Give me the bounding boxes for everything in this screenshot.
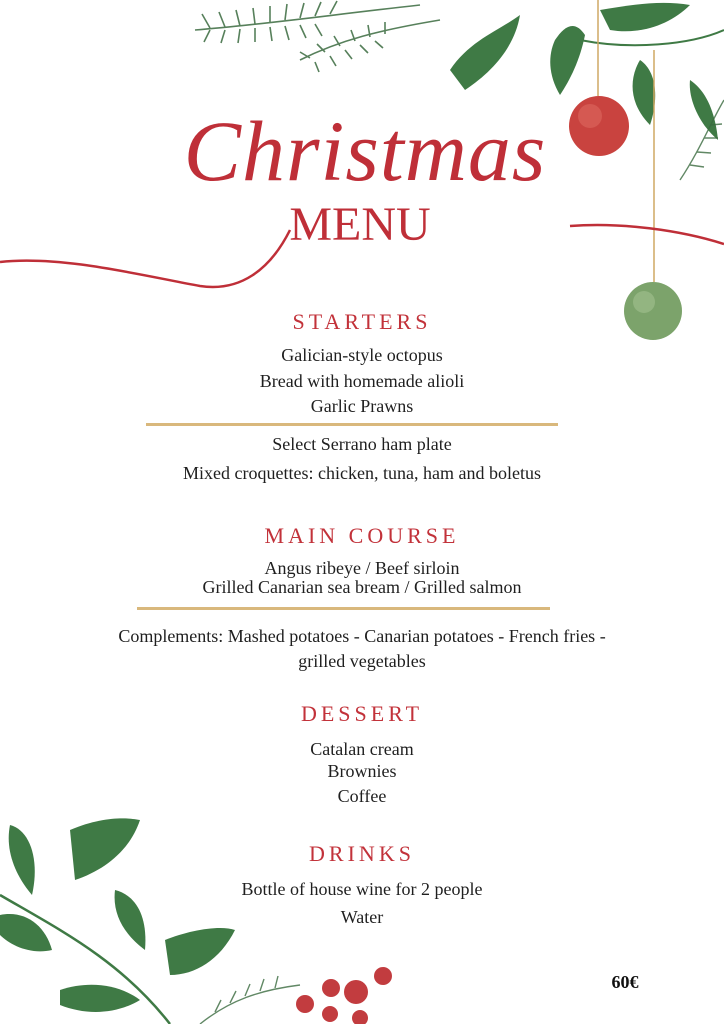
section-heading-main-course: MAIN COURSE [264,523,460,548]
menu-item: Bottle of house wine for 2 people [241,879,483,899]
gold-divider [146,423,558,426]
section-heading-starters: STARTERS [292,309,432,334]
gold-divider [137,607,550,610]
menu-item: Angus ribeye / Beef sirloin [264,558,460,578]
menu-item: Bread with homemade alioli [259,371,465,391]
menu-item: Mixed croquettes: chicken, tuna, ham and boletus [183,463,541,483]
pine-branch-top [195,1,440,72]
menu-item: Garlic Prawns [310,396,414,416]
menu-item: Select Serrano ham plate [272,434,452,454]
section-heading-drinks: DRINKS [309,841,415,866]
menu-item: grilled vegetables [298,651,426,671]
menu-item: Catalan cream [310,739,414,759]
menu-item: Galician-style octopus [281,345,443,365]
section-heading-dessert: DESSERT [300,701,424,726]
menu-item: Brownies [327,761,397,781]
menu-price: 60€ [611,972,639,992]
menu-item: Coffee [337,786,387,806]
title-menu: MENU [289,198,431,251]
red-berries [296,967,392,1024]
menu-item: Water [340,907,384,927]
title-script: Christmas [183,103,547,199]
menu-item: Grilled Canarian sea bream / Grilled salmon [202,577,522,597]
menu-item: Complements: Mashed potatoes - Canarian potatoes - French fries - [118,626,606,646]
